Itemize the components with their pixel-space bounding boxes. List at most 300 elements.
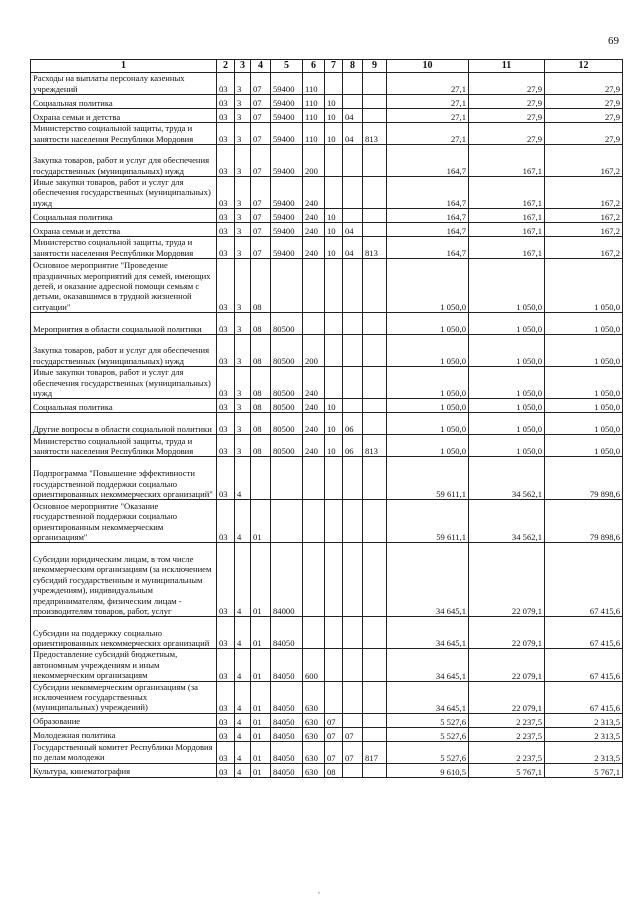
table-row (31, 763, 623, 777)
column-header: 12 (545, 60, 623, 73)
row-value-cell: 08 (325, 763, 343, 777)
row-value-cell (343, 543, 363, 617)
row-value-cell: 4 (235, 543, 251, 617)
row-name-cell: Мероприятия в области социальной политики (31, 313, 217, 335)
row-value-cell: 07 (251, 209, 271, 223)
row-value-cell: 27,9 (469, 123, 545, 145)
row-value-cell: 27,9 (545, 95, 623, 109)
row-value-cell: 813 (363, 435, 387, 457)
row-value-cell: 03 (217, 259, 235, 313)
row-value-cell: 3 (235, 223, 251, 237)
row-value-cell: 2 237,5 (469, 727, 545, 741)
row-value-cell: 03 (217, 763, 235, 777)
page-number: 69 (608, 35, 619, 47)
row-value-cell: 07 (343, 727, 363, 741)
table-row (31, 313, 623, 335)
row-value-cell: 5 527,6 (387, 713, 469, 727)
row-value-cell: 240 (303, 435, 325, 457)
header-row (31, 60, 623, 73)
row-value-cell: 01 (251, 617, 271, 649)
row-value-cell: 240 (303, 223, 325, 237)
row-value-cell: 240 (303, 367, 325, 399)
row-value-cell (325, 681, 343, 713)
row-value-cell: 1 050,0 (387, 335, 469, 367)
row-value-cell (303, 457, 325, 500)
row-value-cell: 03 (217, 500, 235, 543)
row-value-cell: 79 898,6 (545, 457, 623, 500)
row-value-cell: 3 (235, 237, 251, 259)
table-row (31, 399, 623, 413)
column-header: 11 (469, 60, 545, 73)
row-value-cell: 01 (251, 727, 271, 741)
row-value-cell: 84050 (271, 681, 303, 713)
row-value-cell: 167,2 (545, 237, 623, 259)
table-row (31, 223, 623, 237)
row-name-cell: Культура, кинематография (31, 763, 217, 777)
row-value-cell (363, 145, 387, 177)
row-value-cell: 4 (235, 727, 251, 741)
row-value-cell: 80500 (271, 335, 303, 367)
row-value-cell: 630 (303, 727, 325, 741)
row-value-cell: 80500 (271, 367, 303, 399)
row-value-cell: 07 (251, 95, 271, 109)
row-value-cell (271, 259, 303, 313)
row-name-cell: Подпрограмма "Повышение эффективности государственной поддержки социально ориентированных некоммерческих организаций" (31, 457, 217, 500)
table-row (31, 741, 623, 763)
row-value-cell: 59400 (271, 177, 303, 209)
row-value-cell: 34 645,1 (387, 617, 469, 649)
row-value-cell (343, 713, 363, 727)
row-value-cell: 84000 (271, 543, 303, 617)
row-name-cell: Министерство социальной защиты, труда и занятости населения Республики Мордовия (31, 237, 217, 259)
row-value-cell: 59400 (271, 145, 303, 177)
row-value-cell: 1 050,0 (545, 259, 623, 313)
row-value-cell: 10 (325, 95, 343, 109)
row-value-cell: 2 313,5 (545, 741, 623, 763)
row-name-cell: Субсидии некоммерческим организациям (за исключением государственных (муниципальных) учреждений) (31, 681, 217, 713)
row-value-cell: 67 415,6 (545, 543, 623, 617)
row-value-cell: 167,2 (545, 223, 623, 237)
column-header: 3 (235, 60, 251, 73)
row-value-cell: 01 (251, 713, 271, 727)
row-value-cell: 34 562,1 (469, 500, 545, 543)
row-value-cell: 27,1 (387, 73, 469, 95)
row-value-cell: 03 (217, 237, 235, 259)
row-value-cell: 27,1 (387, 123, 469, 145)
row-value-cell: 200 (303, 335, 325, 367)
row-value-cell: 03 (217, 123, 235, 145)
row-value-cell: 03 (217, 713, 235, 727)
row-value-cell: 3 (235, 367, 251, 399)
row-name-cell: Субсидии на поддержку социально ориентированных некоммерческих организаций (31, 617, 217, 649)
row-value-cell: 813 (363, 237, 387, 259)
row-value-cell: 4 (235, 500, 251, 543)
row-value-cell: 59 611,1 (387, 457, 469, 500)
row-value-cell (343, 763, 363, 777)
row-value-cell: 03 (217, 413, 235, 435)
row-value-cell: 84050 (271, 741, 303, 763)
row-value-cell (271, 500, 303, 543)
row-value-cell (363, 713, 387, 727)
row-value-cell (343, 500, 363, 543)
row-value-cell: 08 (251, 259, 271, 313)
table-row (31, 145, 623, 177)
row-name-cell: Государственный комитет Республики Мордовия по делам молодежи (31, 741, 217, 763)
row-name-cell: Другие вопросы в области социальной политики (31, 413, 217, 435)
row-value-cell: 164,7 (387, 177, 469, 209)
table-row (31, 457, 623, 500)
row-value-cell: 3 (235, 177, 251, 209)
row-value-cell: 01 (251, 741, 271, 763)
row-value-cell (363, 500, 387, 543)
column-header: 1 (31, 60, 217, 73)
row-name-cell: Иные закупки товаров, работ и услуг для обеспечения государственных (муниципальных) нужд (31, 177, 217, 209)
row-value-cell: 4 (235, 763, 251, 777)
row-value-cell (363, 367, 387, 399)
row-value-cell: 04 (343, 123, 363, 145)
row-value-cell: 9 610,5 (387, 763, 469, 777)
row-value-cell: 3 (235, 335, 251, 367)
row-value-cell: 10 (325, 237, 343, 259)
row-value-cell: 07 (325, 741, 343, 763)
row-name-cell: Закупка товаров, работ и услуг для обеспечения государственных (муниципальных) нужд (31, 145, 217, 177)
table-row (31, 73, 623, 95)
column-header: 5 (271, 60, 303, 73)
table-row (31, 177, 623, 209)
row-value-cell (363, 177, 387, 209)
row-value-cell: 04 (343, 109, 363, 123)
row-value-cell: 06 (343, 435, 363, 457)
row-value-cell: 817 (363, 741, 387, 763)
table-row (31, 713, 623, 727)
row-value-cell: 79 898,6 (545, 500, 623, 543)
row-value-cell: 1 050,0 (545, 435, 623, 457)
row-value-cell: 07 (251, 123, 271, 145)
row-value-cell: 10 (325, 399, 343, 413)
row-value-cell (303, 313, 325, 335)
row-value-cell: 27,9 (545, 123, 623, 145)
row-name-cell: Основное мероприятие "Проведение праздничных мероприятий для семей, имеющих детей, и оказание адресной помощи семьям с детьми, оказавшимся в трудной жизненной ситуации" (31, 259, 217, 313)
row-value-cell (325, 313, 343, 335)
row-value-cell: 03 (217, 367, 235, 399)
row-value-cell: 1 050,0 (387, 399, 469, 413)
row-value-cell: 03 (217, 617, 235, 649)
row-value-cell (363, 681, 387, 713)
row-value-cell: 07 (251, 145, 271, 177)
row-value-cell: 110 (303, 123, 325, 145)
row-value-cell: 27,9 (545, 73, 623, 95)
row-value-cell: 08 (251, 435, 271, 457)
row-value-cell (363, 335, 387, 367)
row-value-cell (325, 457, 343, 500)
row-value-cell (325, 177, 343, 209)
row-value-cell: 08 (251, 335, 271, 367)
row-value-cell: 59 611,1 (387, 500, 469, 543)
row-name-cell: Охрана семьи и детства (31, 223, 217, 237)
row-value-cell: 630 (303, 763, 325, 777)
row-value-cell (325, 335, 343, 367)
row-value-cell (251, 457, 271, 500)
row-value-cell: 22 079,1 (469, 543, 545, 617)
row-name-cell: Охрана семьи и детства (31, 109, 217, 123)
row-value-cell: 07 (325, 713, 343, 727)
row-value-cell: 600 (303, 649, 325, 681)
row-value-cell: 10 (325, 223, 343, 237)
row-value-cell: 200 (303, 145, 325, 177)
row-name-cell: Молодежная политика (31, 727, 217, 741)
column-header: 4 (251, 60, 271, 73)
row-value-cell (363, 543, 387, 617)
row-value-cell: 08 (251, 313, 271, 335)
row-value-cell (363, 457, 387, 500)
table-row (31, 237, 623, 259)
row-value-cell: 3 (235, 313, 251, 335)
row-value-cell: 1 050,0 (387, 435, 469, 457)
row-value-cell: 1 050,0 (545, 313, 623, 335)
row-value-cell: 07 (251, 223, 271, 237)
row-value-cell: 5 527,6 (387, 741, 469, 763)
row-value-cell: 630 (303, 713, 325, 727)
row-value-cell: 34 645,1 (387, 649, 469, 681)
row-value-cell: 84050 (271, 649, 303, 681)
table-row (31, 681, 623, 713)
row-value-cell (271, 457, 303, 500)
row-name-cell: Социальная политика (31, 95, 217, 109)
row-value-cell: 01 (251, 681, 271, 713)
row-value-cell (363, 95, 387, 109)
row-value-cell: 80500 (271, 435, 303, 457)
row-value-cell: 1 050,0 (387, 413, 469, 435)
row-value-cell: 84050 (271, 727, 303, 741)
row-value-cell: 240 (303, 399, 325, 413)
row-value-cell: 5 767,1 (545, 763, 623, 777)
row-value-cell: 240 (303, 413, 325, 435)
row-value-cell (363, 73, 387, 95)
row-value-cell: 27,1 (387, 109, 469, 123)
row-value-cell: 1 050,0 (469, 313, 545, 335)
row-value-cell: 164,7 (387, 145, 469, 177)
row-value-cell: 10 (325, 413, 343, 435)
row-value-cell: 59400 (271, 209, 303, 223)
row-value-cell: 27,1 (387, 95, 469, 109)
row-value-cell: 167,1 (469, 145, 545, 177)
row-value-cell: 1 050,0 (387, 367, 469, 399)
row-value-cell: 27,9 (469, 95, 545, 109)
row-value-cell (363, 727, 387, 741)
row-value-cell: 03 (217, 109, 235, 123)
row-value-cell (325, 617, 343, 649)
row-value-cell: 07 (251, 109, 271, 123)
row-value-cell: 59400 (271, 109, 303, 123)
row-name-cell: Закупка товаров, работ и услуг для обеспечения государственных (муниципальных) нужд (31, 335, 217, 367)
row-value-cell: 10 (325, 209, 343, 223)
row-value-cell: 80500 (271, 413, 303, 435)
row-value-cell: 59400 (271, 95, 303, 109)
row-value-cell: 03 (217, 223, 235, 237)
row-value-cell (303, 543, 325, 617)
row-value-cell (363, 259, 387, 313)
row-value-cell (325, 500, 343, 543)
row-value-cell: 813 (363, 123, 387, 145)
row-value-cell: 27,9 (469, 109, 545, 123)
row-value-cell: 2 237,5 (469, 713, 545, 727)
row-value-cell: 80500 (271, 399, 303, 413)
row-value-cell: 67 415,6 (545, 681, 623, 713)
row-value-cell (363, 763, 387, 777)
row-value-cell: 240 (303, 237, 325, 259)
row-value-cell (325, 367, 343, 399)
table-row (31, 617, 623, 649)
row-value-cell (363, 313, 387, 335)
row-value-cell (325, 543, 343, 617)
row-value-cell: 164,7 (387, 209, 469, 223)
budget-table (30, 59, 623, 778)
row-name-cell: Предоставление субсидий бюджетным, автономным учреждениям и иным некоммерческим организациям (31, 649, 217, 681)
row-name-cell: Основное мероприятие "Оказание государственной поддержки социально ориентированным некоммерческим организациям" (31, 500, 217, 543)
table-row (31, 435, 623, 457)
row-value-cell (303, 500, 325, 543)
scan-mark: , (318, 886, 320, 895)
row-value-cell: 84050 (271, 617, 303, 649)
row-value-cell: 167,2 (545, 177, 623, 209)
row-value-cell: 84050 (271, 763, 303, 777)
row-value-cell (363, 649, 387, 681)
row-name-cell: Иные закупки товаров, работ и услуг для обеспечения государственных (муниципальных) нужд (31, 367, 217, 399)
row-value-cell: 06 (343, 413, 363, 435)
column-header: 2 (217, 60, 235, 73)
row-value-cell: 110 (303, 73, 325, 95)
row-value-cell: 1 050,0 (469, 399, 545, 413)
table-row (31, 500, 623, 543)
column-header: 6 (303, 60, 325, 73)
row-value-cell: 4 (235, 649, 251, 681)
row-value-cell: 59400 (271, 123, 303, 145)
row-value-cell: 1 050,0 (469, 335, 545, 367)
row-value-cell: 01 (251, 500, 271, 543)
row-value-cell: 167,1 (469, 209, 545, 223)
row-value-cell (325, 649, 343, 681)
row-value-cell (343, 335, 363, 367)
row-value-cell: 3 (235, 95, 251, 109)
row-value-cell: 03 (217, 399, 235, 413)
row-value-cell (343, 145, 363, 177)
row-value-cell: 03 (217, 649, 235, 681)
row-value-cell: 110 (303, 95, 325, 109)
row-value-cell: 07 (251, 177, 271, 209)
row-value-cell: 1 050,0 (469, 413, 545, 435)
row-value-cell (363, 399, 387, 413)
row-value-cell: 3 (235, 145, 251, 177)
row-value-cell: 03 (217, 73, 235, 95)
row-value-cell (343, 649, 363, 681)
row-value-cell: 164,7 (387, 237, 469, 259)
table-row (31, 209, 623, 223)
row-value-cell: 4 (235, 713, 251, 727)
row-value-cell: 110 (303, 109, 325, 123)
row-value-cell: 22 079,1 (469, 617, 545, 649)
row-value-cell: 2 237,5 (469, 741, 545, 763)
row-value-cell: 03 (217, 95, 235, 109)
row-value-cell (363, 617, 387, 649)
row-value-cell: 1 050,0 (545, 399, 623, 413)
row-value-cell: 04 (343, 223, 363, 237)
row-value-cell (343, 209, 363, 223)
row-value-cell: 59400 (271, 73, 303, 95)
row-value-cell (303, 259, 325, 313)
row-value-cell (343, 457, 363, 500)
row-value-cell: 27,9 (545, 109, 623, 123)
row-name-cell: Субсидии юридическим лицам, в том числе некоммерческим организациям (за исключением субсидий государственным и муниципальным учреждениям), индивидуальным предпринимателям, физическим лицам - производителям товаров, работ, услуг (31, 543, 217, 617)
row-value-cell: 01 (251, 763, 271, 777)
row-value-cell: 10 (325, 435, 343, 457)
row-value-cell: 07 (325, 727, 343, 741)
row-value-cell: 03 (217, 543, 235, 617)
row-value-cell: 03 (217, 335, 235, 367)
row-value-cell: 03 (217, 457, 235, 500)
row-value-cell (325, 73, 343, 95)
row-value-cell (343, 367, 363, 399)
row-value-cell: 3 (235, 259, 251, 313)
row-value-cell: 4 (235, 681, 251, 713)
row-value-cell (343, 313, 363, 335)
row-value-cell: 3 (235, 435, 251, 457)
row-value-cell: 01 (251, 649, 271, 681)
row-value-cell: 1 050,0 (545, 413, 623, 435)
row-value-cell: 03 (217, 313, 235, 335)
row-value-cell: 04 (343, 237, 363, 259)
row-name-cell: Социальная политика (31, 399, 217, 413)
row-value-cell (343, 681, 363, 713)
row-value-cell: 240 (303, 177, 325, 209)
row-value-cell (343, 617, 363, 649)
row-value-cell: 03 (217, 727, 235, 741)
row-name-cell: Расходы на выплаты персоналу казенных учреждений (31, 73, 217, 95)
row-value-cell: 167,1 (469, 177, 545, 209)
row-value-cell: 03 (217, 145, 235, 177)
row-value-cell: 1 050,0 (469, 259, 545, 313)
row-value-cell: 167,2 (545, 145, 623, 177)
table-row (31, 259, 623, 313)
column-header: 10 (387, 60, 469, 73)
table-row (31, 367, 623, 399)
row-value-cell: 03 (217, 435, 235, 457)
row-value-cell: 03 (217, 681, 235, 713)
row-value-cell: 3 (235, 413, 251, 435)
row-value-cell: 08 (251, 399, 271, 413)
row-value-cell: 164,7 (387, 223, 469, 237)
table-row (31, 543, 623, 617)
row-value-cell: 08 (251, 367, 271, 399)
row-value-cell: 10 (325, 109, 343, 123)
row-value-cell (325, 145, 343, 177)
column-header: 7 (325, 60, 343, 73)
row-value-cell (363, 223, 387, 237)
row-value-cell: 2 313,5 (545, 727, 623, 741)
row-value-cell (343, 73, 363, 95)
row-value-cell (363, 413, 387, 435)
row-value-cell: 630 (303, 681, 325, 713)
row-value-cell: 167,1 (469, 237, 545, 259)
row-value-cell: 01 (251, 543, 271, 617)
row-value-cell: 80500 (271, 313, 303, 335)
row-value-cell (343, 177, 363, 209)
row-value-cell (363, 109, 387, 123)
row-value-cell (325, 259, 343, 313)
column-header: 9 (363, 60, 387, 73)
table-row (31, 335, 623, 367)
table-row (31, 413, 623, 435)
table-row (31, 727, 623, 741)
